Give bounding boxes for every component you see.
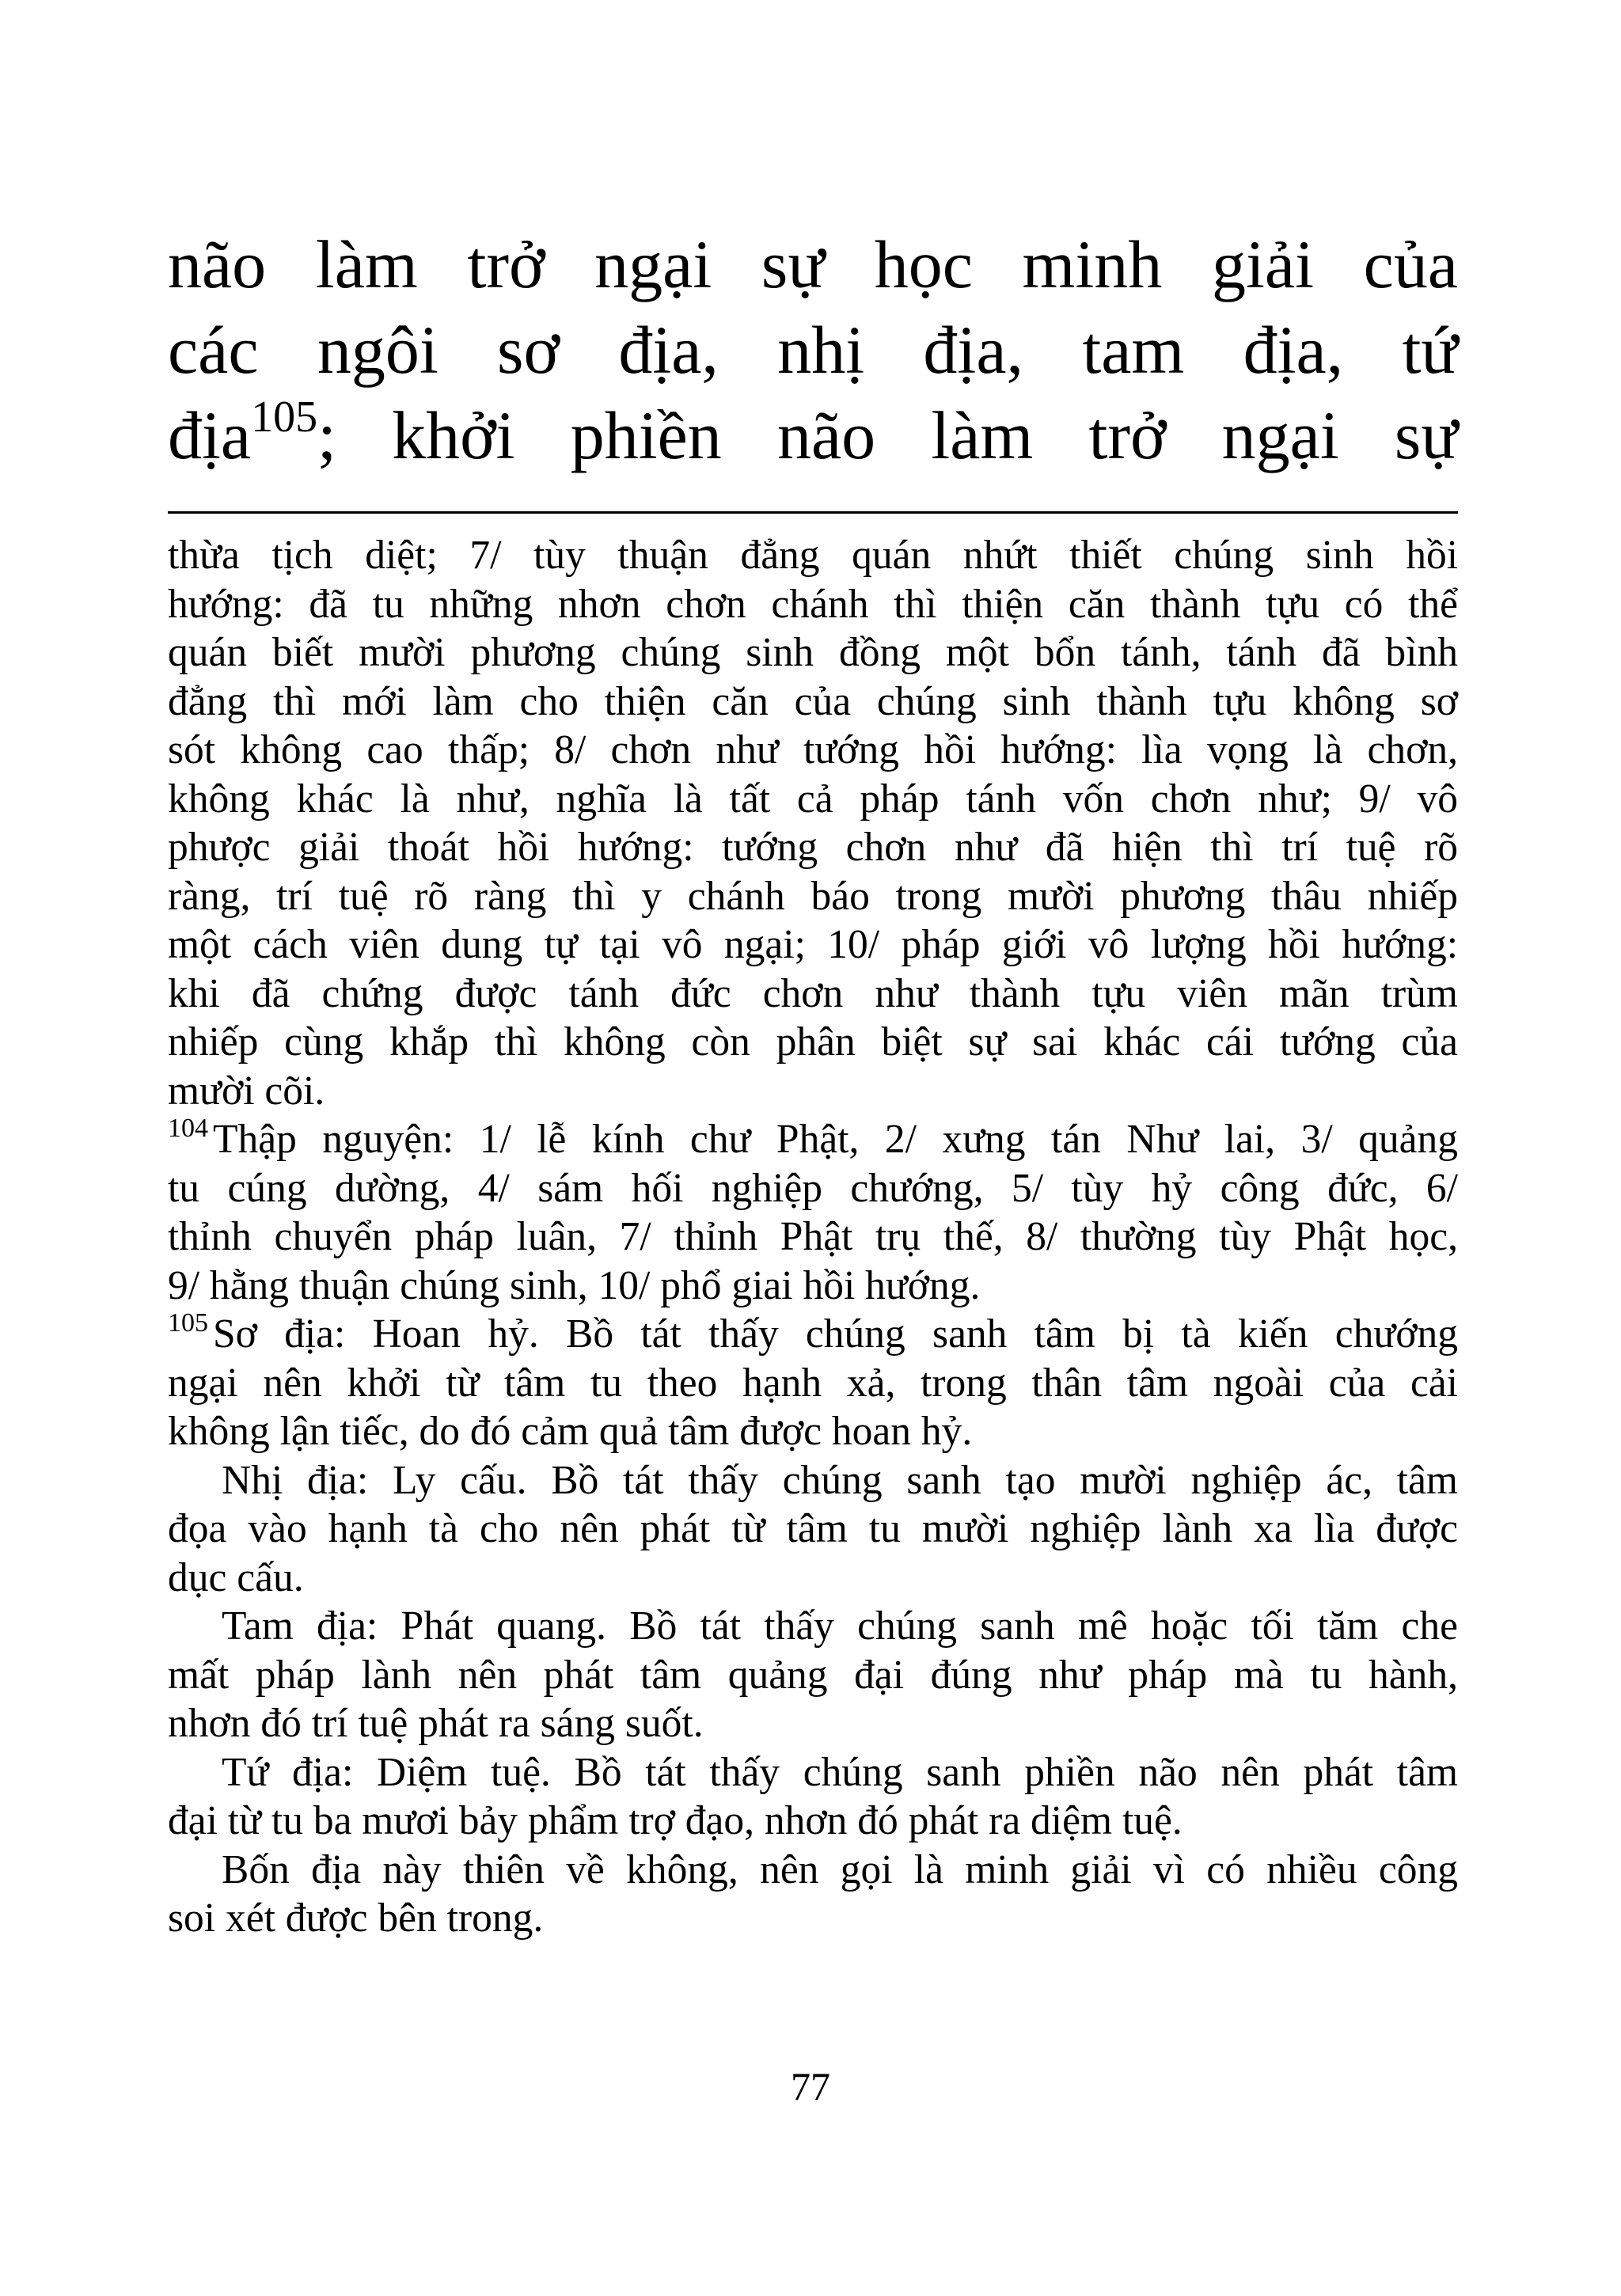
footnote-line: Bốn địa này thiên về không, nên gọi là minh giải vì có nhiều công — [222, 1846, 1458, 1892]
footnote-line: đẳng thì mới làm cho thiện căn của chúng sinh thành tựu không sơ — [168, 678, 1458, 724]
footnote-104 — [168, 1115, 1458, 1310]
footnote-line: nhơn đó trí tuệ phát ra sáng suốt. — [168, 1701, 704, 1746]
footnote-paragraph-nhi-dia — [168, 1456, 1458, 1603]
footnote-line: tu cúng dường, 4/ sám hối nghiệp chướng, 5/ tùy hỷ công đức, 6/ — [168, 1165, 1458, 1211]
main-text-line — [168, 393, 1458, 478]
footnote-number: 104 — [168, 1114, 208, 1143]
footnote-line: soi xét được bên trong. — [168, 1896, 544, 1941]
footnote-line: mười cõi. — [168, 1068, 325, 1114]
footnote-line: nhiếp cùng khắp thì không còn phân biệt sự sai khác cái tướng của — [168, 1019, 1458, 1065]
footnote-continuation — [168, 531, 1458, 1115]
footnote-paragraph-conclusion — [168, 1846, 1458, 1943]
footnote-paragraph-tam-dia — [168, 1602, 1458, 1748]
footnote-text: Sơ địa: Hoan hỷ. Bồ tát thấy chúng sanh tâm bị tà kiến chướng — [213, 1311, 1458, 1357]
footnote-number: 105 — [168, 1308, 208, 1338]
footnote-line: Tứ địa: Diệm tuệ. Bồ tát thấy chúng sanh phiền não nên phát tâm — [222, 1749, 1458, 1795]
main-text-line: các ngôi sơ địa, nhị địa, tam địa, tứ — [168, 312, 1458, 388]
footnote-line: Nhị địa: Ly cấu. Bồ tát thấy chúng sanh tạo mười nghiệp ác, tâm — [222, 1457, 1458, 1503]
footnote-line: không lận tiếc, do đó cảm quả tâm được hoan hỷ. — [168, 1409, 973, 1454]
footnote-105 — [168, 1310, 1458, 1456]
footnote-paragraph-tu-dia — [168, 1748, 1458, 1846]
footnote-line: không khác là như, nghĩa là tất cả pháp tánh vốn chơn như; 9/ vô — [168, 776, 1458, 822]
page-number: 77 — [791, 2064, 830, 2108]
footnote-line: ngại nên khởi từ tâm tu theo hạnh xả, trong thân tâm ngoài của cải — [168, 1360, 1458, 1406]
footnote-line: Tam địa: Phát quang. Bồ tát thấy chúng sanh mê hoặc tối tăm che — [222, 1603, 1458, 1649]
footnote-line: sót không cao thấp; 8/ chơn như tướng hồi hướng: lìa vọng là chơn, — [168, 727, 1458, 772]
main-text-rest: ; khởi phiền não làm trở ngại sự — [317, 397, 1458, 473]
footnotes — [168, 531, 1458, 1943]
footnote-line: một cách viên dung tự tại vô ngại; 10/ pháp giới vô lượng hồi hướng: — [168, 922, 1458, 967]
footnote-line: phược giải thoát hồi hướng: tướng chơn như đã hiện thì trí tuệ rõ — [168, 825, 1458, 870]
footnote-separator — [168, 511, 1458, 514]
footnote-line: quán biết mười phương chúng sinh đồng một bổn tánh, tánh đã bình — [168, 630, 1458, 675]
footnote-line: đại từ tu ba mươi bảy phẩm trợ đạo, nhơn đó phát ra diệm tuệ. — [168, 1798, 1183, 1843]
footnote-line: dục cấu. — [168, 1554, 304, 1600]
footnote-line: thừa tịch diệt; 7/ tùy thuận đẳng quán nhứt thiết chúng sinh hồi — [168, 533, 1458, 578]
main-text-word: địa — [168, 397, 252, 473]
page-body — [168, 222, 1458, 1943]
footnote-line — [168, 1310, 1458, 1359]
footnote-line: ràng, trí tuệ rõ ràng thì y chánh báo trong mười phương thâu nhiếp — [168, 873, 1458, 919]
footnote-line — [168, 1115, 1458, 1164]
footnote-text: Thập nguyện: 1/ lễ kính chư Phật, 2/ xưng tán Như lai, 3/ quảng — [213, 1117, 1458, 1162]
main-text — [168, 222, 1458, 478]
footnote-line: 9/ hằng thuận chúng sinh, 10/ phổ giai hồi hướng. — [168, 1262, 981, 1308]
footnote-line: hướng: đã tu những nhơn chơn chánh thì thiện căn thành tựu có thể — [168, 581, 1458, 627]
footnote-reference: 105 — [251, 393, 318, 442]
footnote-line: đọa vào hạnh tà cho nên phát từ tâm tu mười nghiệp lành xa lìa được — [168, 1506, 1458, 1551]
main-text-line: não làm trở ngại sự học minh giải của — [168, 226, 1458, 302]
footnote-line: mất pháp lành nên phát tâm quảng đại đúng như pháp mà tu hành, — [168, 1652, 1458, 1698]
footnote-line: thỉnh chuyển pháp luân, 7/ thỉnh Phật trụ thế, 8/ thường tùy Phật học, — [168, 1214, 1458, 1259]
footnote-line: khi đã chứng được tánh đức chơn như thành tựu viên mãn trùm — [168, 970, 1458, 1016]
